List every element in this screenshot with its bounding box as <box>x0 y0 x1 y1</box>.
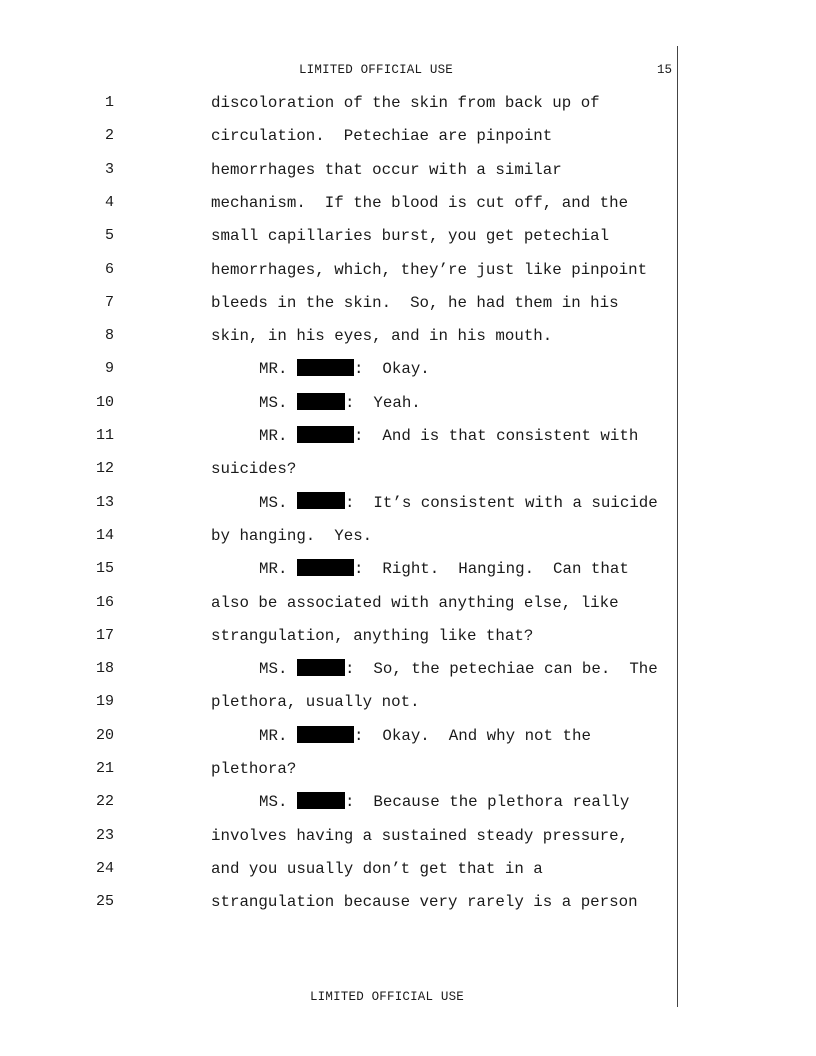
redaction-block <box>297 659 345 676</box>
line-number: 19 <box>95 693 114 711</box>
transcript-line <box>0 492 680 514</box>
redaction-block <box>297 393 345 410</box>
transcript-line <box>0 425 680 447</box>
line-text <box>259 791 629 813</box>
transcript-line <box>0 592 680 614</box>
transcript-line <box>0 392 680 414</box>
speech-text: : It’s consistent with a suicide <box>344 493 658 512</box>
transcript-line <box>0 192 680 214</box>
line-number: 20 <box>95 726 114 744</box>
line-text: plethora, usually not. <box>211 693 420 712</box>
line-text: plethora? <box>211 760 297 778</box>
speech-text: : And is that consistent with <box>353 427 639 445</box>
line-text: involves having a sustained steady pressure, <box>211 826 629 845</box>
line-number: 6 <box>104 260 114 278</box>
line-text: mechanism. If the blood is cut off, and the <box>211 193 629 212</box>
line-text: discoloration of the skin from back up of <box>211 94 600 112</box>
speaker-prefix: MR. <box>259 726 288 745</box>
line-text <box>259 725 591 747</box>
line-text: bleeds in the skin. So, he had them in his <box>211 293 619 312</box>
transcript-line <box>0 458 680 480</box>
line-number: 3 <box>104 160 114 178</box>
transcript-line <box>0 525 680 547</box>
line-text: also be associated with anything else, like <box>211 593 619 612</box>
transcript-line <box>0 791 680 813</box>
line-number: 5 <box>104 227 114 245</box>
transcript-line <box>0 725 680 747</box>
speech-text: : Yeah. <box>344 393 421 412</box>
transcript-line <box>0 92 680 114</box>
line-text: strangulation because very rarely is a person <box>211 893 638 912</box>
transcript-line <box>0 758 680 780</box>
transcript-line <box>0 658 680 680</box>
speaker-prefix: MS. <box>259 393 288 412</box>
line-number: 17 <box>95 626 114 644</box>
line-text: and you usually don’t get that in a <box>211 859 543 878</box>
speech-text: : Right. Hanging. Can that <box>353 560 629 579</box>
line-number: 1 <box>104 94 114 111</box>
speaker-prefix: MS. <box>259 793 288 812</box>
line-text: circulation. Petechiae are pinpoint <box>211 127 553 146</box>
line-text: strangulation, anything like that? <box>211 626 534 645</box>
transcript-line <box>0 691 680 713</box>
speech-text: : Okay. <box>353 360 430 379</box>
transcript-line <box>0 325 680 347</box>
line-text: hemorrhages, which, they’re just like pinpoint <box>211 260 648 279</box>
redaction-block <box>297 726 354 743</box>
footer-classification: LIMITED OFFICIAL USE <box>309 990 465 1004</box>
redaction-block <box>297 426 354 443</box>
line-number: 4 <box>104 193 114 211</box>
line-number: 10 <box>95 393 114 411</box>
transcript-line <box>0 891 680 913</box>
transcript-line <box>0 625 680 647</box>
line-number: 24 <box>95 859 114 877</box>
redaction-block <box>297 559 354 576</box>
line-text <box>259 358 430 380</box>
line-number: 21 <box>95 760 114 777</box>
line-text <box>259 492 658 514</box>
transcript-line <box>0 125 680 147</box>
transcript-line <box>0 159 680 181</box>
redaction-block <box>297 792 345 809</box>
speaker-prefix: MR. <box>259 427 288 445</box>
speech-text: : Okay. And why not the <box>353 726 591 745</box>
line-number: 23 <box>95 826 114 844</box>
line-text: hemorrhages that occur with a similar <box>211 160 562 179</box>
line-text <box>259 658 658 680</box>
speech-text: : So, the petechiae can be. The <box>344 660 658 679</box>
line-text: suicides? <box>211 460 297 479</box>
line-number: 8 <box>104 327 114 345</box>
speech-text: : Because the plethora really <box>344 793 630 812</box>
line-number: 2 <box>104 127 114 145</box>
line-number: 13 <box>95 493 114 511</box>
line-text: skin, in his eyes, and in his mouth. <box>211 327 553 346</box>
line-number: 12 <box>95 460 114 478</box>
transcript-line <box>0 259 680 281</box>
transcript-line <box>0 292 680 314</box>
speaker-prefix: MR. <box>259 560 288 579</box>
line-number: 22 <box>95 793 114 811</box>
redaction-block <box>297 492 345 509</box>
redaction-block <box>297 359 354 376</box>
speaker-prefix: MS. <box>259 493 288 512</box>
line-number: 11 <box>95 427 114 444</box>
line-text: by hanging. Yes. <box>211 526 373 545</box>
line-text <box>259 425 638 447</box>
speaker-prefix: MS. <box>259 660 288 679</box>
line-text <box>259 558 629 580</box>
transcript-line <box>0 858 680 880</box>
page-number: 15 <box>656 63 672 77</box>
transcript-line <box>0 358 680 380</box>
line-number: 15 <box>95 560 114 578</box>
header-classification: LIMITED OFFICIAL USE <box>298 63 454 77</box>
line-text: small capillaries burst, you get petechial <box>211 227 610 246</box>
line-text <box>259 392 421 414</box>
line-number: 25 <box>95 893 114 911</box>
transcript-line <box>0 558 680 580</box>
line-number: 14 <box>95 526 114 544</box>
line-number: 16 <box>95 593 114 611</box>
transcript-line <box>0 225 680 247</box>
speaker-prefix: MR. <box>259 360 288 379</box>
line-number: 18 <box>95 660 114 678</box>
transcript-line <box>0 825 680 847</box>
line-number: 7 <box>104 293 114 311</box>
line-number: 9 <box>104 360 114 378</box>
